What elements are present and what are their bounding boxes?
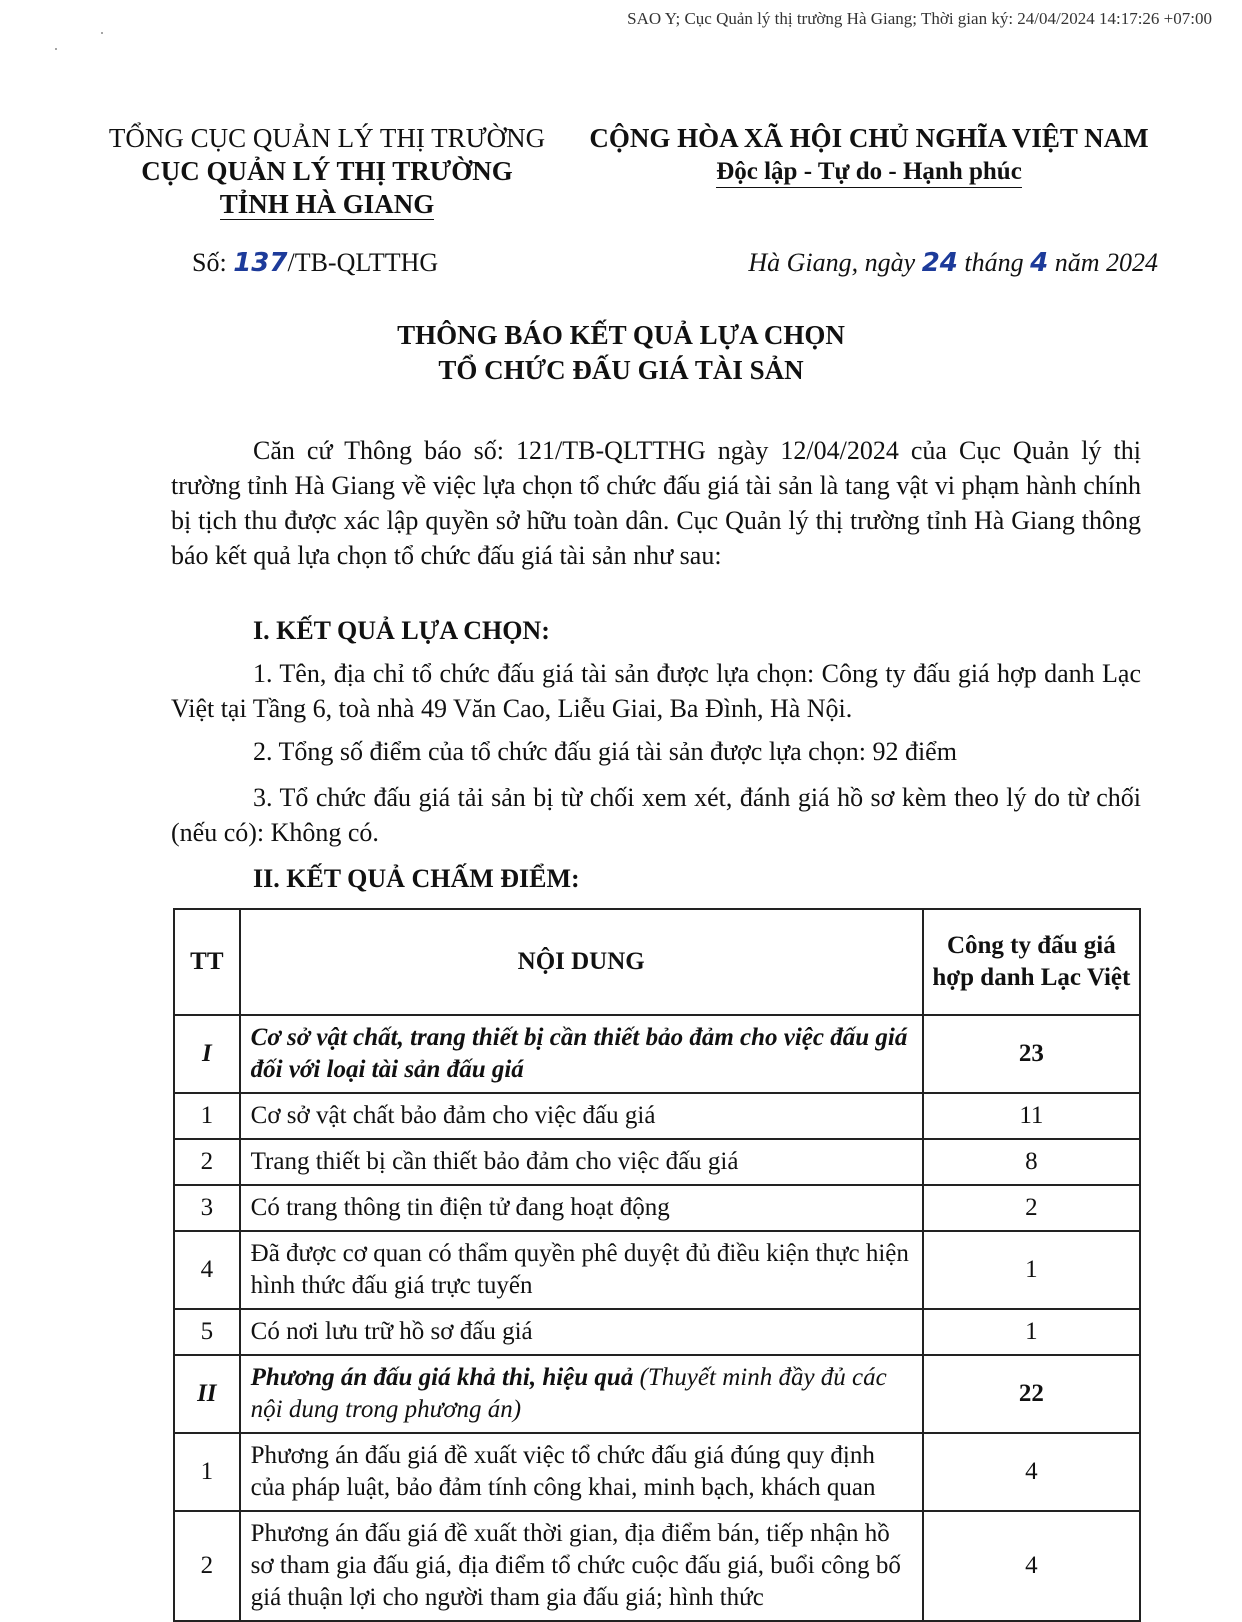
- document-title: THÔNG BÁO KẾT QUẢ LỰA CHỌN TỔ CHỨC ĐẤU GIÁ TÀI SẢN: [397, 320, 845, 385]
- header-content: NỘI DUNG: [240, 909, 923, 1015]
- country-name: CỘNG HÒA XÃ HỘI CHỦ NGHĨA VIỆT NAM: [589, 123, 1149, 153]
- header-tt: TT: [174, 909, 240, 1015]
- handwritten-number: 137: [233, 248, 288, 278]
- document-number: Số: 137/TB-QLTTHG: [192, 248, 439, 278]
- section-1-item: 2. Tổng số điểm của tổ chức đấu giá tài sản được lựa chọn: 92 điểm: [253, 737, 957, 766]
- document-date: Hà Giang, ngày 24 tháng 4 năm 2024: [748, 248, 1158, 278]
- intro-paragraph: Căn cứ Thông báo số: 121/TB-QLTTHG ngày 12/04/2024 của Cục Quản lý thị trường tỉnh Hà Giang về việc lựa chọn tổ chức đấu giá tài sản là tang vật vi phạm hành chính bị tịch thu được xác lập quyền sở hữu toàn dân. Cục Quản lý thị trường tỉnh Hà Giang thông báo kết quả lựa chọn tổ chức đấu giá tài sản như sau:: [171, 436, 1141, 570]
- section-1-heading: I. KẾT QUẢ LỰA CHỌN:: [253, 616, 550, 645]
- table-row: 1 Phương án đấu giá đề xuất việc tổ chức đấu giá đúng quy định của pháp luật, bảo đảm tính công khai, minh bạch, khách quan 4: [174, 1433, 1140, 1511]
- national-motto-block: [582, 122, 1156, 188]
- table-row: 2 Trang thiết bị cần thiết bảo đảm cho việc đấu giá 8: [174, 1139, 1140, 1185]
- handwritten-day: 24: [921, 248, 958, 278]
- section-1-item: 1. Tên, địa chỉ tổ chức đấu giá tài sản được lựa chọn: Công ty đấu giá hợp danh Lạc Việt tại Tầng 6, toà nhà 49 Văn Cao, Liễu Giai, Ba Đình, Hà Nội.: [171, 659, 1141, 723]
- handwritten-month: 4: [1030, 248, 1049, 278]
- scan-speck: [101, 32, 103, 34]
- parent-agency: TỔNG CỤC QUẢN LÝ THỊ TRƯỜNG: [108, 123, 546, 153]
- table-row: 1 Cơ sở vật chất bảo đảm cho việc đấu giá 11: [174, 1093, 1140, 1139]
- section-2-heading: II. KẾT QUẢ CHẤM ĐIỂM:: [253, 864, 580, 893]
- section-1-item: 3. Tổ chức đấu giá tải sản bị từ chối xem xét, đánh giá hồ sơ kèm theo lý do từ chối (nếu có): Không có.: [171, 783, 1141, 847]
- table-row: 2 Phương án đấu giá đề xuất thời gian, địa điểm bán, tiếp nhận hồ sơ tham gia đấu giá, địa điểm tổ chức cuộc đấu giá, buổi công bố giá thuận lợi cho người tham gia đấu giá; hình thức 4: [174, 1511, 1140, 1621]
- score-table: [173, 908, 1141, 1622]
- digital-signature-line: SAO Y; Cục Quản lý thị trường Hà Giang; Thời gian ký: 24/04/2024 14:17:26 +07:00: [627, 9, 1212, 28]
- issuing-agency-block: [104, 122, 550, 221]
- scan-speck: [55, 48, 57, 50]
- table-row: 3 Có trang thông tin điện tử đang hoạt động 2: [174, 1185, 1140, 1231]
- motto: Độc lập - Tự do - Hạnh phúc: [582, 155, 1156, 188]
- header-company: Công ty đấu giá hợp danh Lạc Việt: [923, 909, 1140, 1015]
- table-header-row: [174, 909, 1140, 1015]
- table-row: 5 Có nơi lưu trữ hồ sơ đấu giá 1: [174, 1309, 1140, 1355]
- table-row: II Phương án đấu giá khả thi, hiệu quả (Thuyết minh đầy đủ các nội dung trong phương án) 22: [174, 1355, 1140, 1433]
- agency-name: CỤC QUẢN LÝ THỊ TRƯỜNG: [141, 156, 513, 186]
- table-row: 4 Đã được cơ quan có thẩm quyền phê duyệt đủ điều kiện thực hiện hình thức đấu giá trực tuyến 1: [174, 1231, 1140, 1309]
- agency-province: TỈNH HÀ GIANG: [219, 189, 435, 219]
- table-row: I Cơ sở vật chất, trang thiết bị cần thiết bảo đảm cho việc đấu giá đối với loại tài sản đấu giá 23: [174, 1015, 1140, 1093]
